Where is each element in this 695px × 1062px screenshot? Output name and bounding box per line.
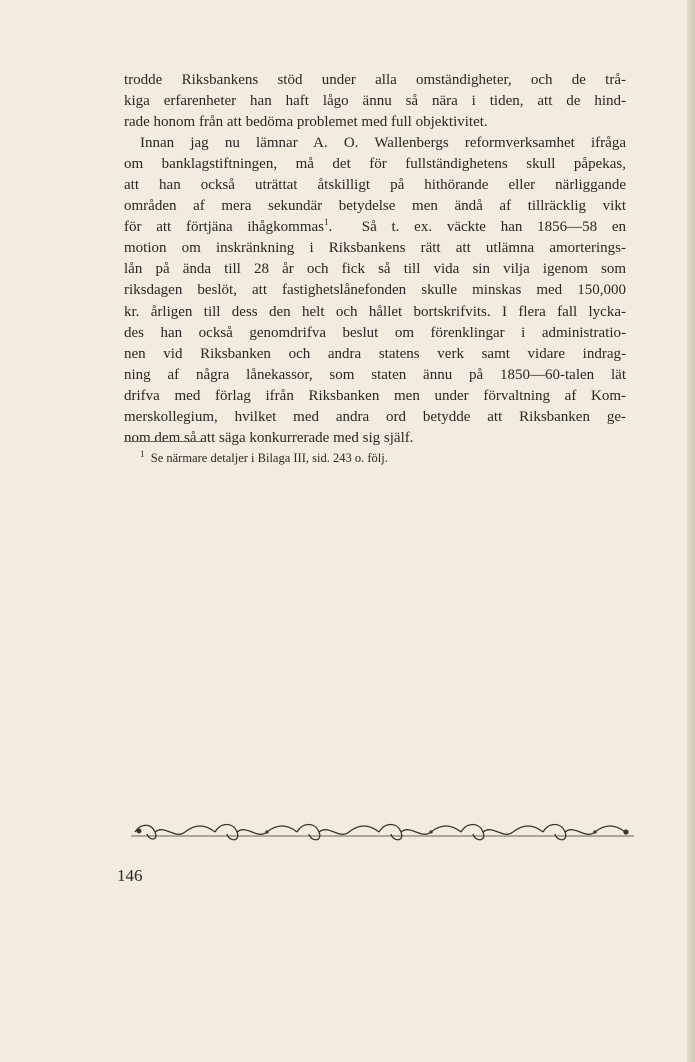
text-line: motion om inskränkning i Riksbankens rätt att utlämna amorterings- [124,240,626,257]
decorative-border-ornament [131,819,634,845]
text-line: merskollegium, hvilket med andra ord betydde att Riksbanken ge- [124,408,626,425]
text-line: lån på ända till 28 år och fick så till vida sin vilja igenom som [124,261,626,278]
text-line: ning af några lånekassor, som staten ännu på 1850—60-talen lät [124,366,626,383]
text-line: nen vid Riksbanken och andra statens verk samt vidare indrag- [124,345,626,362]
text-line: rade honom från att bedöma problemet med full objektivitet. [124,114,488,131]
text-line: kr. årligen till dess den helt och hållet bortskrifvits. I flera fall lycka- [124,303,626,320]
footnote-divider [124,441,206,442]
text-line: att han också uträttat åtskilligt på hithörande eller närliggande [124,177,626,194]
footnote-text: Se närmare detaljer i Bilaga III, sid. 243 o. följ. [150,451,388,465]
text-line: kiga erfarenheter han haft lågo ännu så nära i tiden, att de hind- [124,93,626,110]
text-line: trodde Riksbankens stöd under alla omständigheter, och de trå- [124,72,626,88]
text-line: nom dem så att säga konkurrerade med sig själf. [124,429,414,446]
text-line: des han också genomdrifva beslut om förenklingar i administratio- [124,324,626,341]
body-text [124,70,626,449]
text-fragment: för att förtjäna ihågkommas [124,219,325,236]
text-fragment: Så t. ex. väckte han 1856—58 en [361,219,627,236]
text-line: om banklagstiftningen, må det för fullständighetens skull påpekas, [124,156,626,173]
text-line: för att förtjäna ihågkommas$^1$. Så t. ex. väckte han 1856—58 en [124,217,627,236]
footnote-reference: 1 [324,217,329,228]
page-edge-shadow [687,0,695,1062]
footnote-marker: 1 [140,448,145,459]
text-line: områden af mera sekundär betydelse men ändå af tillräcklig vikt [124,198,626,215]
text-line: drifva med förlag ifrån Riksbanken men under förvaltning af Kom- [124,387,626,404]
footnote [140,448,388,466]
text-line: Innan jag nu lämnar A. O. Wallenbergs reformverksamhet ifråga [140,135,626,152]
page-number: 146 [117,866,143,885]
text-line: riksdagen beslöt, att fastighetslånefonden skulle minskas med 150,000 [124,282,626,299]
